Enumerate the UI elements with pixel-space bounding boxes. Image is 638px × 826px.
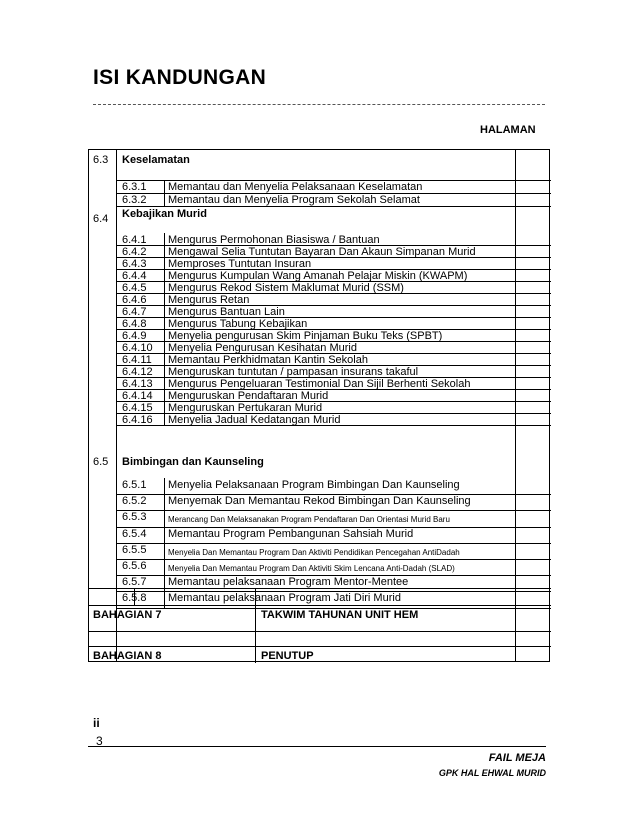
item-title: Mengurus Retan — [168, 294, 250, 306]
bahagian-label: BAHAGIAN 7 — [93, 609, 162, 621]
row-divider — [116, 543, 551, 544]
item-title: Mengurus Permohonan Biasiswa / Bantuan — [168, 234, 380, 246]
row-divider — [116, 559, 551, 560]
column-divider — [515, 150, 516, 661]
row-divider — [116, 206, 551, 207]
item-title: Mengurus Bantuan Lain — [168, 306, 285, 318]
item-number: 6.4.7 — [122, 306, 147, 318]
item-number: 6.4.16 — [122, 414, 153, 426]
item-number: 6.4.3 — [122, 258, 147, 270]
item-number: 6.5.5 — [122, 543, 147, 556]
column-divider — [255, 588, 256, 663]
column-divider — [134, 588, 135, 605]
item-title: Memproses Tuntutan Insuran — [168, 258, 312, 270]
column-divider — [116, 150, 117, 661]
row-divider — [116, 510, 551, 511]
section-number: 6.3 — [93, 154, 109, 166]
section-number: 6.5 — [93, 456, 109, 468]
item-number: 6.5.4 — [122, 527, 147, 540]
item-title: Menguruskan Pendaftaran Murid — [168, 390, 329, 402]
item-number: 6.4.5 — [122, 282, 147, 294]
item-number: 6.4.8 — [122, 318, 147, 330]
item-number: 6.4.12 — [122, 366, 153, 378]
item-number: 6.4.11 — [122, 354, 152, 366]
title-divider — [93, 104, 545, 105]
item-title: Menyelia Pengurusan Kesihatan Murid — [168, 342, 357, 354]
item-number: 6.5.3 — [122, 511, 147, 524]
item-title: Menyemak Dan Memantau Rekod Bimbingan Dan Kaunseling — [168, 495, 471, 508]
item-number: 6.4.10 — [122, 342, 153, 354]
row-divider — [89, 605, 551, 606]
item-title: Menyelia pengurusan Skim Pinjaman Buku Teks (SPBT) — [168, 330, 443, 342]
item-title: Menyelia Dan Memantau Program Dan Aktiviti Skim Lencana Anti-Dadah (SLAD) — [168, 564, 455, 573]
item-title: Memantau Program Pembangunan Sahsiah Murid — [168, 527, 414, 540]
halaman-column-label: HALAMAN — [480, 124, 536, 136]
item-number: 6.5.8 — [122, 592, 147, 605]
section-heading: Keselamatan — [122, 154, 190, 166]
item-title: Menyelia Jadual Kedatangan Murid — [168, 414, 341, 426]
row-divider — [89, 588, 551, 589]
item-title: Mengawal Selia Tuntutan Bayaran Dan Akaun Simpanan Murid — [168, 246, 476, 258]
bahagian-title: PENUTUP — [261, 650, 314, 662]
footer-page-number: 3 — [96, 734, 103, 748]
item-number: 6.4.4 — [122, 270, 147, 282]
bahagian-title: TAKWIM TAHUNAN UNIT HEM — [261, 609, 419, 621]
item-title: Mengurus Rekod Sistem Maklumat Murid (SSM) — [168, 282, 404, 294]
item-title: Mengurus Pengeluaran Testimonial Dan Sijil Berhenti Sekolah — [168, 378, 471, 390]
footer-gpk: GPK HAL EHWAL MURID — [438, 768, 546, 778]
item-title: Memantau dan Menyelia Program Sekolah Selamat — [168, 194, 420, 206]
item-title: Mengurus Tabung Kebajikan — [168, 318, 308, 330]
page-title: ISI KANDUNGAN — [93, 66, 267, 89]
section-heading: Kebajikan Murid — [122, 208, 207, 220]
row-divider — [116, 425, 551, 426]
item-number: 6.3.1 — [122, 181, 147, 193]
item-number: 6.5.2 — [122, 495, 147, 508]
item-number: 6.5.7 — [122, 576, 147, 589]
item-title: Menguruskan Pertukaran Murid — [168, 402, 323, 414]
footer-roman-numeral: ii — [93, 716, 100, 730]
item-number: 6.4.15 — [122, 402, 153, 414]
item-number: 6.4.6 — [122, 294, 147, 306]
item-number: 6.5.6 — [122, 560, 147, 572]
section-number: 6.4 — [93, 213, 109, 225]
item-title: Mengurus Kumpulan Wang Amanah Pelajar Miskin (KWAPM) — [168, 270, 468, 282]
item-number: 6.5.1 — [122, 479, 147, 491]
row-divider — [89, 631, 551, 632]
item-number: 6.3.2 — [122, 194, 147, 206]
item-title: Memantau Perkhidmatan Kantin Sekolah — [168, 354, 368, 366]
table-of-contents — [88, 149, 550, 662]
item-title: Merancang Dan Melaksanakan Program Pendaftaran Dan Orientasi Murid Baru — [168, 515, 450, 525]
section-heading: Bimbingan dan Kaunseling — [122, 456, 264, 468]
item-title: Menguruskan tuntutan / pampasan insurans takaful — [168, 366, 419, 378]
item-number: 6.4.13 — [122, 378, 153, 390]
item-title: Memantau pelaksanaan Program Mentor-Mentee — [168, 576, 409, 589]
item-title: Menyelia Pelaksanaan Program Bimbingan Dan Kaunseling — [168, 479, 460, 491]
item-title: Memantau pelaksanaan Program Jati Diri Murid — [168, 592, 401, 605]
bahagian-label: BAHAGIAN 8 — [93, 650, 162, 662]
item-number: 6.4.1 — [122, 234, 147, 246]
footer-divider — [88, 746, 546, 747]
item-title: Menyelia Dan Memantau Program Dan Aktiviti Pendidikan Pencegahan AntiDadah — [168, 547, 460, 557]
item-number: 6.4.9 — [122, 330, 147, 342]
item-title: Memantau dan Menyelia Pelaksanaan Keselamatan — [168, 181, 423, 193]
row-divider — [89, 646, 551, 647]
item-number: 6.4.14 — [122, 390, 153, 402]
item-number: 6.4.2 — [122, 246, 147, 258]
footer-fail-meja: FAIL MEJA — [488, 752, 546, 764]
